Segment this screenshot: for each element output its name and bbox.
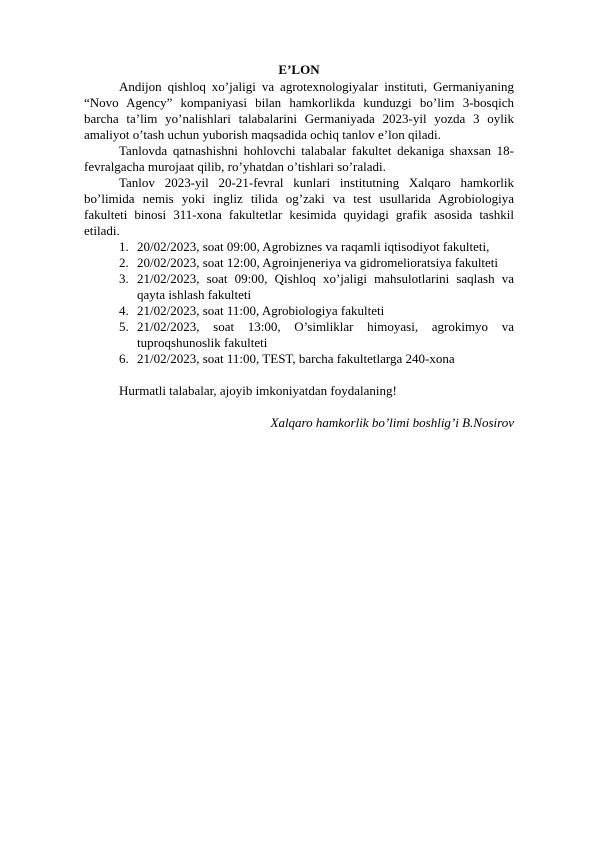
- schedule-item-text: 20/02/2023, soat 12:00, Agroinjeneriya va gidromelioratsiya fakulteti: [137, 255, 499, 270]
- schedule-item-number: 4.: [119, 303, 129, 318]
- schedule-list: [84, 239, 514, 367]
- schedule-item-text: 20/02/2023, soat 09:00, Agrobiznes va raqamli iqtisodiyot fakulteti,: [137, 239, 490, 254]
- schedule-item-number: 3.: [119, 271, 129, 286]
- spacer: [84, 399, 514, 415]
- schedule-item: [84, 351, 514, 367]
- paragraph-contest-details: Tanlov 2023-yil 20-21-fevral kunlari institutning Xalqaro hamkorlik bo’limida nemis yoki ingliz tilida og’zaki va test usullarida Agrobiologiya fakulteti binosi 311-xona fakultetlar kesimida quyidagi grafik asosida tashkil etiladi.: [84, 175, 514, 238]
- spacer: [84, 367, 514, 383]
- schedule-item-text: 21/02/2023, soat 11:00, TEST, barcha fakultetlarga 240-xona: [137, 351, 455, 366]
- schedule-item: [84, 239, 514, 255]
- document-page: [84, 62, 514, 431]
- document-title: E’LON: [278, 62, 320, 77]
- schedule-item-number: 5.: [119, 319, 129, 334]
- schedule-item-number: 1.: [119, 239, 129, 254]
- signature: Xalqaro hamkorlik bo’limi boshlig’i B.Nosirov: [270, 415, 514, 430]
- paragraph-registration: Tanlovda qatnashishni hohlovchi talabalar fakultet dekaniga shaxsan 18-fevralgacha murojaat qilib, ro’yhatdan o’tishlari so’raladi.: [84, 143, 514, 174]
- schedule-item: [84, 303, 514, 319]
- schedule-item-text: 21/02/2023, soat 09:00, Qishloq xo’jaligi mahsulotlarini saqlash va qayta ishlash fakulteti: [137, 271, 514, 302]
- schedule-item-text: 21/02/2023, soat 13:00, O’simliklar himoyasi, agrokimyo va tuproqshunoslik fakulteti: [137, 319, 514, 350]
- closing-line: Hurmatli talabalar, ajoyib imkoniyatdan foydalaning!: [119, 383, 397, 398]
- schedule-item-number: 2.: [119, 255, 129, 270]
- schedule-item: [84, 271, 514, 303]
- schedule-item: [84, 319, 514, 351]
- schedule-item-text: 21/02/2023, soat 11:00, Agrobiologiya fakulteti: [137, 303, 385, 318]
- schedule-item: [84, 255, 514, 271]
- paragraph-intro: Andijon qishloq xo’jaligi va agrotexnologiyalar instituti, Germaniyaning “Novo Agency” kompaniyasi bilan hamkorlikda kunduzgi bo’lim 3-bosqich barcha ta’lim yo’nalishlari talabalarini Germaniyada 2023-yil yozda 3 oylik amaliyot o’tash uchun yuborish maqsadida ochiq tanlov e’lon qiladi.: [84, 79, 514, 142]
- schedule-item-number: 6.: [119, 351, 129, 366]
